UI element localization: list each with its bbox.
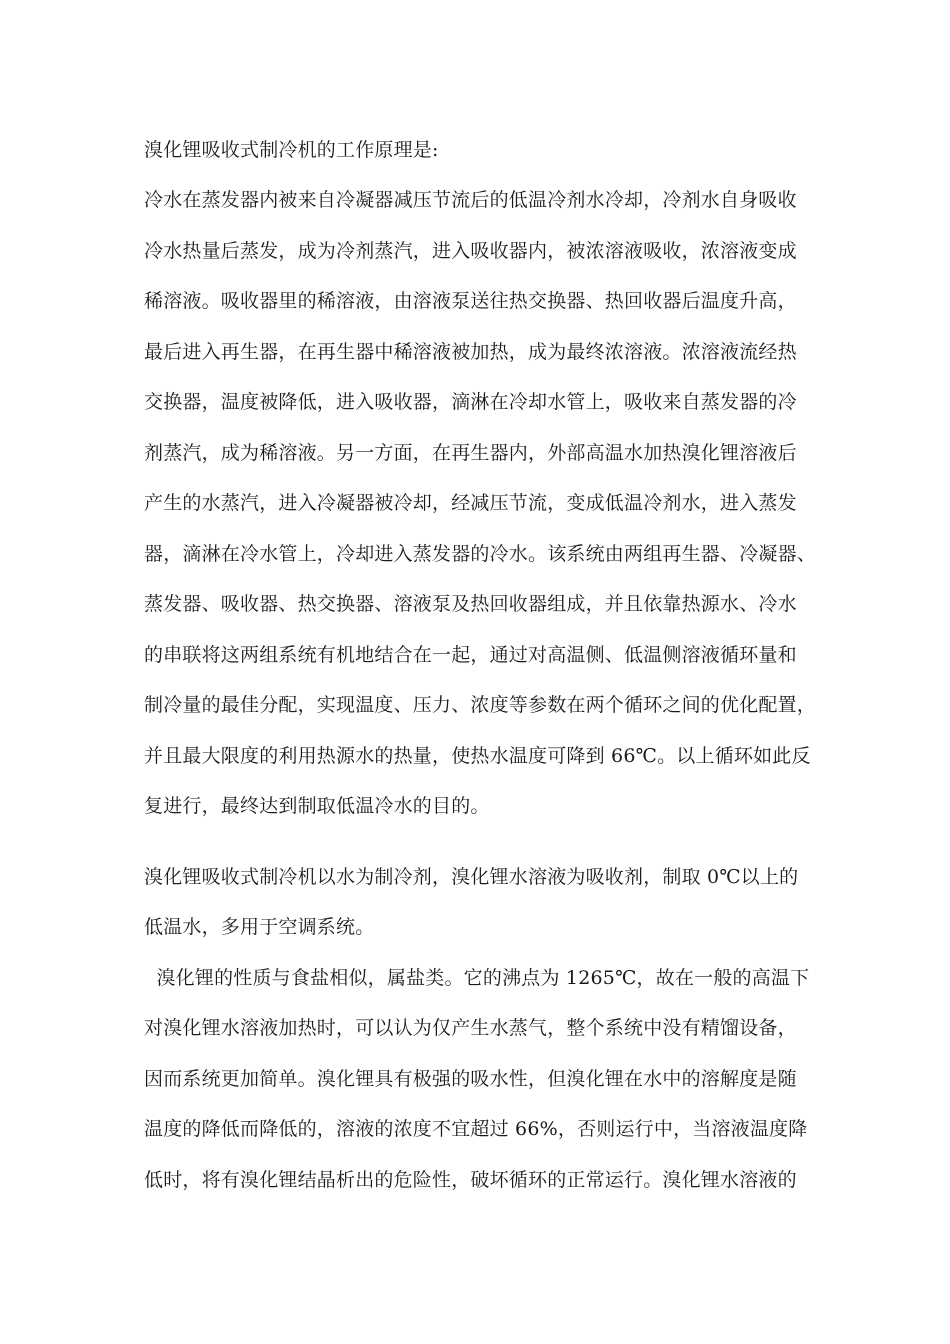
text-line: 交换器，温度被降低，进入吸收器，滴淋在冷却水管上，吸收来自蒸发器的冷 xyxy=(144,391,797,413)
text-line: 溴化锂的性质与食盐相似，属盐类。它的沸点为 1265℃，故在一般的高温下 xyxy=(144,967,810,989)
text-line: 剂蒸汽，成为稀溶液。另一方面，在再生器内，外部高温水加热溴化锂溶液后 xyxy=(144,442,797,464)
text-line: 并且最大限度的利用热源水的热量，使热水温度可降到 66℃。以上循环如此反 xyxy=(144,745,811,767)
text-line: 最后进入再生器，在再生器中稀溶液被加热，成为最终浓溶液。浓溶液流经热 xyxy=(144,341,797,363)
text-line: 冷水热量后蒸发，成为冷剂蒸汽，进入吸收器内，被浓溶液吸收，浓溶液变成 xyxy=(144,240,797,262)
text-line: 温度的降低而降低的，溶液的浓度不宜超过 66%，否则运行中，当溶液温度降 xyxy=(144,1118,808,1140)
text-line: 因而系统更加简单。溴化锂具有极强的吸水性，但溴化锂在水中的溶解度是随 xyxy=(144,1068,797,1090)
text-line: 制冷量的最佳分配，实现温度、压力、浓度等参数在两个循环之间的优化配置， xyxy=(144,694,817,716)
heading-line: 溴化锂吸收式制冷机的工作原理是: xyxy=(144,139,439,161)
text-line: 蒸发器、吸收器、热交换器、溶液泵及热回收器组成，并且依靠热源水、冷水 xyxy=(144,593,797,615)
text-line: 的串联将这两组系统有机地结合在一起，通过对高温侧、低温侧溶液循环量和 xyxy=(144,644,797,666)
text-line: 产生的水蒸汽，进入冷凝器被冷却，经减压节流，变成低温冷剂水，进入蒸发 xyxy=(144,492,797,514)
text-line: 冷水在蒸发器内被来自冷凝器减压节流后的低温冷剂水冷却，冷剂水自身吸收 xyxy=(144,189,797,211)
text-line: 器，滴淋在冷水管上，冷却进入蒸发器的冷水。该系统由两组再生器、冷凝器、 xyxy=(144,543,817,565)
text-line: 溴化锂吸收式制冷机以水为制冷剂，溴化锂水溶液为吸收剂，制取 0℃以上的 xyxy=(144,866,799,888)
text-line: 低温水，多用于空调系统。 xyxy=(144,916,375,938)
text-line: 复进行，最终达到制取低温冷水的目的。 xyxy=(144,795,490,817)
text-line: 对溴化锂水溶液加热时，可以认为仅产生水蒸气，整个系统中没有精馏设备， xyxy=(144,1017,797,1039)
text-line: 稀溶液。吸收器里的稀溶液，由溶液泵送往热交换器、热回收器后温度升高， xyxy=(144,290,797,312)
text-line: 低时，将有溴化锂结晶析出的危险性，破坏循环的正常运行。溴化锂水溶液的 xyxy=(144,1169,797,1191)
